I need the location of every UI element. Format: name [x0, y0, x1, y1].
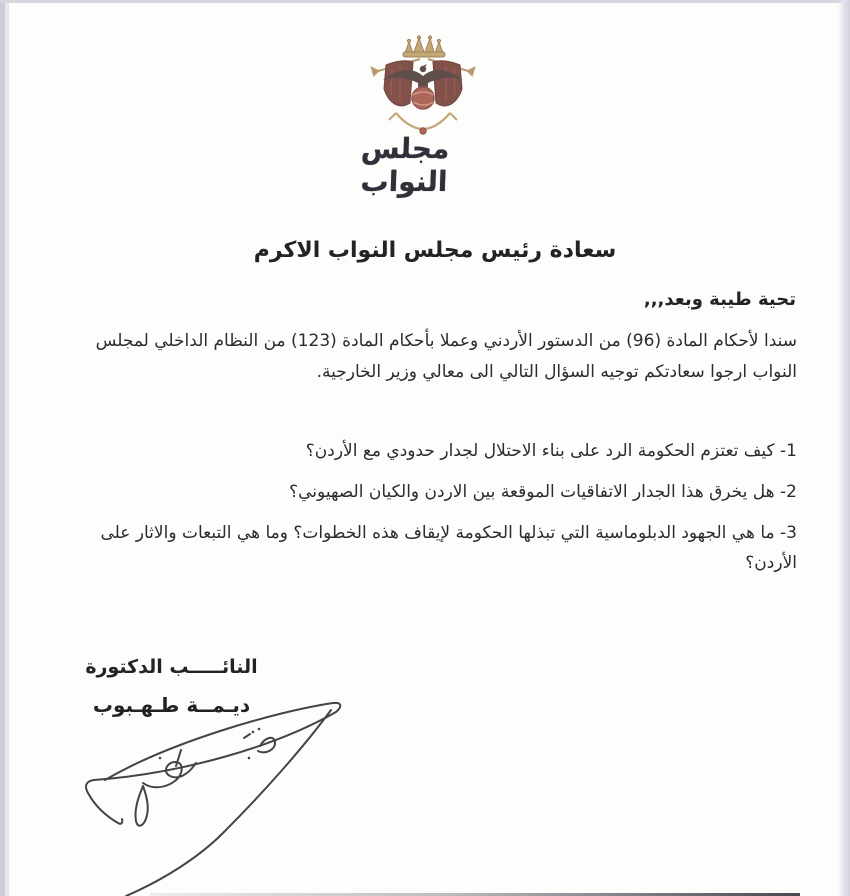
- question-3: 3- ما هي الجهود الدبلوماسية التي تبذلها الحكومة لإيقاف هذه الخطوات؟ وما هي التبعات والاثار على الأردن؟: [100, 523, 797, 573]
- question-2: 2- هل يخرق هذا الجدار الاتفاقيات الموقعة بين الاردن والكيان الصهيوني؟: [289, 482, 797, 502]
- handwritten-signature: [48, 688, 393, 896]
- jordan-coat-of-arms-emblem: [358, 34, 488, 136]
- letter-title: سعادة رئيس مجلس النواب الاكرم: [253, 238, 617, 263]
- signature-name: ديـمــة طـهـبوب: [92, 693, 251, 717]
- letter-body: سندا لأحكام المادة (96) من الدستور الأردني وعملا بأحكام المادة (123) من النظام الداخلي لمجلس النواب ارجوا سعادتكم توجيه السؤال التالي الى معالي وزير الخارجية.: [95, 331, 797, 382]
- signature-title: النائـــــب الدكتورة: [85, 656, 258, 678]
- scan-edge-left-highlight: [5, 0, 9, 896]
- parliament-calligraphy: مجلس النواب: [360, 132, 451, 198]
- questions-list: [62, 436, 797, 589]
- question-1: 1- كيف تعتزم الحكومة الرد على بناء الاحتلال لجدار حدودي مع الأردن؟: [305, 441, 797, 461]
- greeting-line: تحية طيبة وبعد,,,: [643, 289, 796, 310]
- scan-edge-right: [838, 0, 850, 896]
- scan-edge-top: [0, 0, 850, 3]
